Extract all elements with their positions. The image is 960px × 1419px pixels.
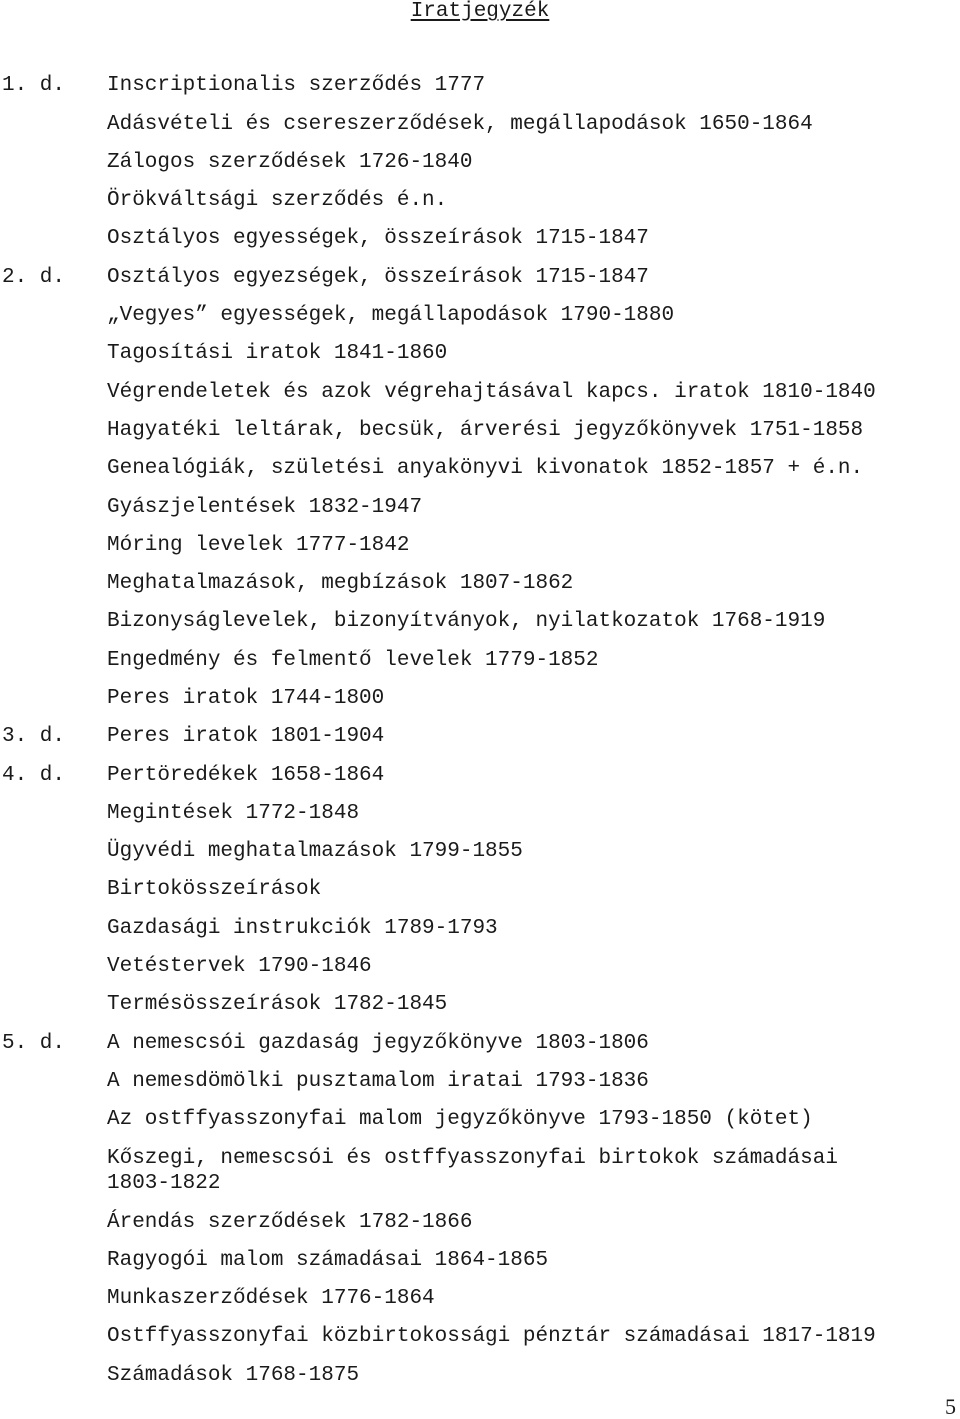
list-item [0, 1031, 940, 1057]
list-item-text: Ostffyasszonyfai közbirtokossági pénztár számadásai 1817-1819 [107, 1325, 876, 1348]
list-item-text: Számadások 1768-1875 [107, 1364, 360, 1387]
section-number: 1. d. [2, 74, 66, 97]
section-number: 5. d. [2, 1032, 66, 1055]
list-item-text: Végrendeletek és azok végrehajtásával kapcs. iratok 1810-1840 [107, 381, 876, 404]
list-item [0, 1324, 940, 1350]
list-item-text: Ügyvédi meghatalmazások 1799-1855 [107, 840, 523, 863]
list-item [0, 456, 940, 482]
list-item-text: Engedmény és felmentő levelek 1779-1852 [107, 649, 599, 672]
list-item-text: Gazdasági instrukciók 1789-1793 [107, 917, 498, 940]
list-item [0, 418, 940, 444]
list-item-text: Vetéstervek 1790-1846 [107, 955, 372, 978]
list-item [0, 877, 940, 903]
list-item [0, 112, 940, 138]
list-item-text: Pertöredékek 1658-1864 [107, 764, 385, 787]
list-item-text: Az ostffyasszonyfai malom jegyzőkönyve 1793-1850 (kötet) [107, 1108, 813, 1131]
list-item [0, 380, 940, 406]
list-item-text: A nemescsói gazdaság jegyzőkönyve 1803-1806 [107, 1032, 649, 1055]
section-number: 2. d. [2, 266, 66, 289]
page-title: Iratjegyzék [410, 0, 550, 23]
list-item-text: Megintések 1772-1848 [107, 802, 360, 825]
list-item [0, 763, 940, 789]
list-item [0, 801, 940, 827]
list-item-text: Hagyatéki leltárak, becsük, árverési jegyzőkönyvek 1751-1858 [107, 419, 864, 442]
list-item-text: Móring levelek 1777-1842 [107, 534, 410, 557]
list-item [0, 1210, 940, 1236]
list-item [0, 265, 940, 291]
section-number: 4. d. [2, 764, 66, 787]
list-item-text: Ragyogói malom számadásai 1864-1865 [107, 1249, 549, 1272]
list-item-text: Termésösszeírások 1782-1845 [107, 993, 448, 1016]
list-item-text: Peres iratok 1744-1800 [107, 687, 385, 710]
list-item-text: Adásvételi és csereszerződések, megállapodások 1650-1864 [107, 113, 813, 136]
list-item [0, 341, 940, 367]
list-item-text: Tagosítási iratok 1841-1860 [107, 342, 448, 365]
list-item-text: Birtokösszeírások [107, 878, 322, 901]
list-item-text: Osztályos egyezségek, összeírások 1715-1847 [107, 266, 649, 289]
list-item-text: Árendás szerződések 1782-1866 [107, 1211, 473, 1234]
list-item-text: Gyászjelentések 1832-1947 [107, 496, 423, 519]
page-number: 5 [945, 1394, 956, 1419]
list-item [0, 1248, 940, 1274]
list-item [0, 226, 940, 252]
list-item [0, 1363, 940, 1389]
list-item [0, 839, 940, 865]
list-item [0, 1146, 940, 1172]
list-item-text: „Vegyes” egyességek, megállapodások 1790-1880 [107, 304, 675, 327]
list-item [0, 1069, 940, 1095]
list-item [0, 1286, 940, 1312]
list-item [0, 571, 940, 597]
list-item-continuation [0, 1171, 940, 1197]
section-number: 3. d. [2, 725, 66, 748]
list-item-text: Örökváltsági szerződés é.n. [107, 189, 448, 212]
list-item-text: Genealógiák, születési anyakönyvi kivonatok 1852-1857 + é.n. [107, 457, 864, 480]
list-item [0, 648, 940, 674]
list-item [0, 992, 940, 1018]
list-item-text: 1803-1822 [107, 1172, 221, 1195]
list-item [0, 916, 940, 942]
list-item-text: Munkaszerződések 1776-1864 [107, 1287, 435, 1310]
list-item [0, 609, 940, 635]
list-item [0, 188, 940, 214]
list-item-text: Bizonyságlevelek, bizonyítványok, nyilatkozatok 1768-1919 [107, 610, 826, 633]
list-item-text: Osztályos egyességek, összeírások 1715-1847 [107, 227, 649, 250]
list-item-text: Inscriptionalis szerződés 1777 [107, 74, 486, 97]
list-item [0, 724, 940, 750]
list-item [0, 1107, 940, 1133]
list-item [0, 495, 940, 521]
list-item [0, 303, 940, 329]
list-item-text: Meghatalmazások, megbízások 1807-1862 [107, 572, 574, 595]
list-item-text: A nemesdömölki pusztamalom iratai 1793-1836 [107, 1070, 649, 1093]
list-item-text: Peres iratok 1801-1904 [107, 725, 385, 748]
list-item [0, 150, 940, 176]
list-item [0, 954, 940, 980]
list-item [0, 686, 940, 712]
list-item [0, 73, 940, 99]
list-item [0, 533, 940, 559]
list-item-text: Zálogos szerződések 1726-1840 [107, 151, 473, 174]
list-item-text: Kőszegi, nemescsói és ostffyasszonyfai birtokok számadásai [107, 1147, 838, 1170]
